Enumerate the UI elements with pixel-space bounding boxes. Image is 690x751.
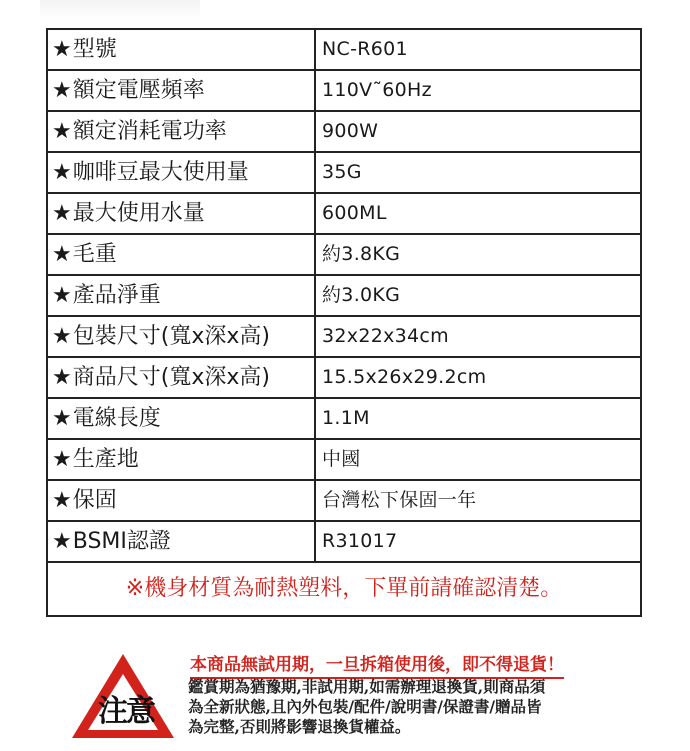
star-icon: ★ [52,118,72,144]
warning-body-line: 為全新狀態,且內外包裝/配件/說明書/保證書/贈品皆 [188,697,542,716]
spec-label: BSMI認證 [72,528,171,554]
spec-label: 最大使用水量 [72,200,205,226]
spec-value: 1.1M [315,398,641,439]
note-row [47,562,641,616]
warning-sign-text: 注意 [98,694,154,729]
spec-row [47,439,641,480]
spec-value: 600ML [315,193,641,234]
spec-label: 額定電壓頻率 [72,77,205,103]
spec-label: 生產地 [72,446,139,472]
spec-table [46,28,642,617]
spec-label: 包裝尺寸(寬x深x高) [72,323,270,349]
star-icon: ★ [52,159,72,185]
star-icon: ★ [52,77,72,103]
spec-label: 型號 [72,36,117,62]
spec-label-cell [47,29,315,70]
star-icon: ★ [52,364,72,390]
spec-label: 電線長度 [72,405,161,431]
material-note: ※機身材質為耐熱塑料，下單前請確認清楚。 [47,562,641,616]
spec-row [47,234,641,275]
star-icon: ★ [52,282,72,308]
spec-label-cell [47,152,315,193]
spec-value: 35G [315,152,641,193]
star-icon: ★ [52,200,72,226]
spec-row [47,398,641,439]
spec-label: 額定消耗電功率 [72,118,227,144]
spec-row [47,193,641,234]
star-icon: ★ [52,446,72,472]
spec-value: 中國 [315,439,641,480]
spec-label-cell [47,357,315,398]
spec-label: 商品尺寸(寬x深x高) [72,364,270,390]
star-icon: ★ [52,528,72,554]
star-icon: ★ [52,487,72,513]
spec-label-cell [47,398,315,439]
warning-headline: 本商品無試用期，一旦拆箱使用後，即不得退貨！ [190,650,564,679]
spec-value: 110V˜60Hz [315,70,641,111]
spec-value: R31017 [315,521,641,562]
spec-value: 900W [315,111,641,152]
warning-triangle-icon [68,650,178,742]
spec-value: 32x22x34cm [315,316,641,357]
spec-label: 保固 [72,487,117,513]
spec-label: 產品淨重 [72,282,161,308]
spec-label-cell [47,439,315,480]
decorative-top-fade [40,0,200,20]
spec-row [47,111,641,152]
star-icon: ★ [52,323,72,349]
spec-row [47,275,641,316]
star-icon: ★ [52,405,72,431]
spec-value: 約3.0KG [315,275,641,316]
spec-row [47,70,641,111]
spec-row [47,357,641,398]
spec-label-cell [47,521,315,562]
warning-body-line: 為完整,否則將影響退換貨權益。 [188,717,411,736]
spec-row [47,316,641,357]
spec-label-cell [47,316,315,357]
star-icon: ★ [52,36,72,62]
spec-label-cell [47,111,315,152]
spec-row [47,29,641,70]
spec-label-cell [47,193,315,234]
spec-label: 咖啡豆最大使用量 [72,159,249,185]
spec-row [47,152,641,193]
spec-value: 約3.8KG [315,234,641,275]
star-icon: ★ [52,241,72,267]
spec-label-cell [47,275,315,316]
spec-label: 毛重 [72,241,117,267]
spec-row [47,480,641,521]
spec-label-cell [47,70,315,111]
warning-body [188,677,648,737]
spec-label-cell [47,234,315,275]
spec-value: 台灣松下保固一年 [315,480,641,521]
spec-label-cell [47,480,315,521]
spec-row [47,521,641,562]
warning-notice [68,650,668,745]
spec-value: NC-R601 [315,29,641,70]
spec-value: 15.5x26x29.2cm [315,357,641,398]
warning-body-line: 鑑賞期為猶豫期,非試用期,如需辦理退換貨,則商品須 [188,677,546,696]
